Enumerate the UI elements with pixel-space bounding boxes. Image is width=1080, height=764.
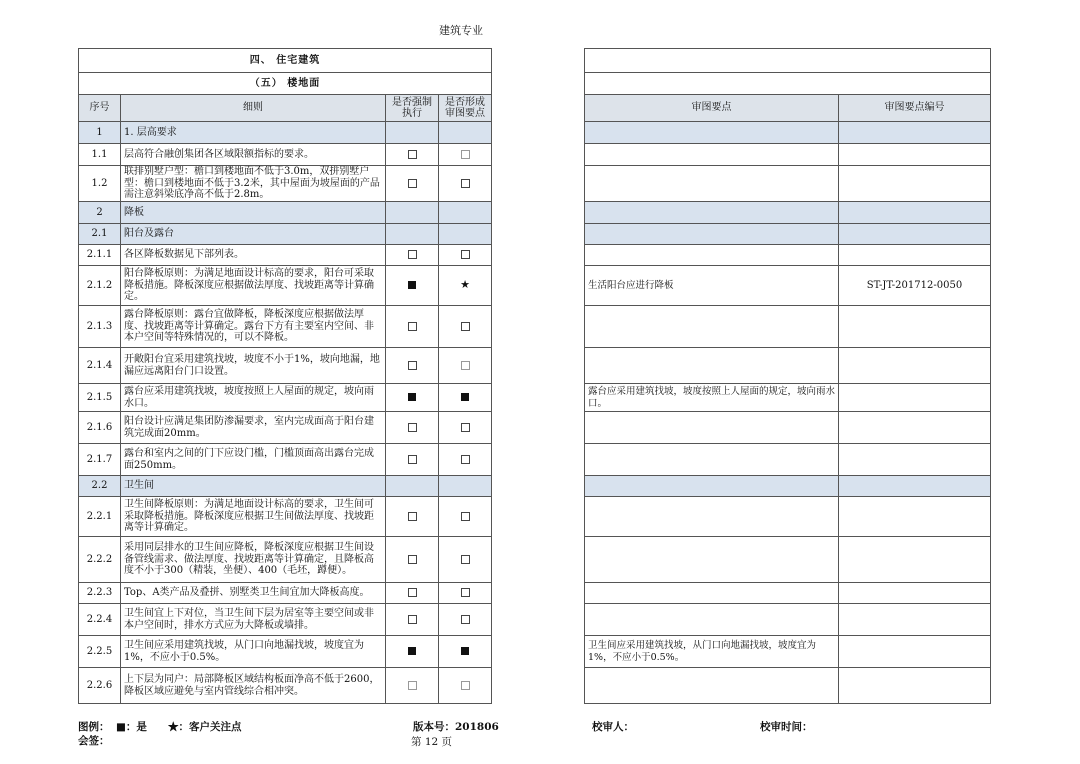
col-header-mandatory: 是否强制执行 — [386, 95, 439, 122]
checkbox-empty-icon — [461, 555, 470, 564]
table-row — [585, 444, 991, 476]
table-row — [79, 497, 492, 537]
checkbox-empty-icon — [408, 512, 417, 521]
col-header-detail: 细则 — [121, 95, 386, 122]
row-index: 2 — [79, 202, 121, 224]
row-mandatory — [386, 306, 439, 348]
checkbox-empty-icon — [461, 322, 470, 331]
table-row — [79, 412, 492, 444]
review-point-cell — [585, 306, 839, 348]
table-row — [79, 476, 492, 497]
checkbox-empty-icon — [461, 361, 470, 370]
table-row — [585, 266, 991, 306]
row-mandatory — [386, 497, 439, 537]
review-code-cell — [839, 604, 991, 636]
table-row — [585, 537, 991, 583]
row-index: 2.2.3 — [79, 583, 121, 604]
row-detail: 露台应采用建筑找坡，坡度按照上人屋面的规定，坡向雨水口。 — [121, 384, 386, 412]
legend-star: ★：客户关注点 — [168, 721, 242, 733]
row-mandatory — [386, 412, 439, 444]
table-row — [585, 497, 991, 537]
table-row — [79, 306, 492, 348]
row-detail: 阳台设计应满足集团防渗漏要求，室内完成面高于阳台建筑完成面20mm。 — [121, 412, 386, 444]
review-code-cell — [839, 348, 991, 384]
page-header: 建筑专业 — [439, 24, 483, 37]
row-index: 2.2.2 — [79, 537, 121, 583]
right-blank-row — [585, 73, 991, 95]
row-review-point — [439, 144, 492, 166]
checkbox-empty-icon — [461, 423, 470, 432]
table-row — [79, 266, 492, 306]
checkbox-empty-icon — [461, 681, 470, 690]
row-mandatory — [386, 476, 439, 497]
row-index: 2.1.4 — [79, 348, 121, 384]
review-code-cell: ST-JT-201712-0050 — [839, 266, 991, 306]
checkbox-empty-icon — [461, 150, 470, 159]
checkbox-empty-icon — [408, 150, 417, 159]
row-index: 2.2.6 — [79, 668, 121, 704]
review-code-cell — [839, 636, 991, 668]
review-code-cell — [839, 144, 991, 166]
row-review-point — [439, 202, 492, 224]
table-row — [79, 144, 492, 166]
row-detail: 各区降板数据见下部列表。 — [121, 245, 386, 266]
row-mandatory — [386, 444, 439, 476]
row-index: 2.2.4 — [79, 604, 121, 636]
row-mandatory — [386, 636, 439, 668]
row-detail: 卫生间宜上下对位，当卫生间下层为居室等主要空间或非本户空间时，排水方式应为大降板或墙排。 — [121, 604, 386, 636]
row-detail: 1. 层高要求 — [121, 122, 386, 144]
table-row — [585, 384, 991, 412]
table-row — [79, 348, 492, 384]
table-row — [585, 224, 991, 245]
row-mandatory — [386, 583, 439, 604]
table-row — [585, 583, 991, 604]
table-row — [79, 583, 492, 604]
review-code-cell — [839, 122, 991, 144]
row-index: 1.2 — [79, 166, 121, 202]
right-review-table — [584, 48, 991, 704]
row-detail: 露台和室内之间的门下应设门槛，门槛顶面高出露台完成面250mm。 — [121, 444, 386, 476]
row-mandatory — [386, 224, 439, 245]
filled-square-icon — [461, 647, 469, 655]
review-code-cell — [839, 476, 991, 497]
col-header-point: 审图要点 — [585, 95, 839, 122]
legend-fill: ■：是 — [116, 721, 147, 733]
row-review-point — [439, 122, 492, 144]
review-code-cell — [839, 412, 991, 444]
review-point-cell — [585, 497, 839, 537]
row-detail: 阳台降板原则：为满足地面设计标高的要求，阳台可采取降板措施。降板深度应根据做法厚度、找坡距离等计算确定。 — [121, 266, 386, 306]
table-row — [79, 122, 492, 144]
checkbox-empty-icon — [461, 179, 470, 188]
review-code-cell — [839, 583, 991, 604]
review-point-cell — [585, 348, 839, 384]
checkbox-empty-icon — [461, 615, 470, 624]
row-mandatory — [386, 266, 439, 306]
row-review-point — [439, 537, 492, 583]
checkbox-empty-icon — [461, 512, 470, 521]
row-review-point — [439, 348, 492, 384]
row-detail: 联排别墅户型：檐口到楼地面不低于3.0m，双拼别墅户型：檐口到楼地面不低于3.2米，其中屋面为坡屋面的产品需注意斜梁底净高不低于2.8m。 — [121, 166, 386, 202]
row-index: 2.2.1 — [79, 497, 121, 537]
review-point-cell — [585, 476, 839, 497]
table-row — [585, 166, 991, 202]
table-row — [79, 166, 492, 202]
review-point-cell — [585, 444, 839, 476]
row-mandatory — [386, 202, 439, 224]
row-detail: 卫生间降板原则：为满足地面设计标高的要求，卫生间可采取降板措施。降板深度应根据卫生间做法厚度、找坡距离等计算确定。 — [121, 497, 386, 537]
checkbox-empty-icon — [408, 588, 417, 597]
sign-label: 会签： — [78, 735, 110, 747]
review-point-cell — [585, 668, 839, 704]
row-review-point — [439, 266, 492, 306]
checkbox-empty-icon — [408, 455, 417, 464]
version-number: 版本号：201806 — [413, 721, 499, 733]
table-row — [585, 245, 991, 266]
row-review-point — [439, 224, 492, 245]
table-row — [585, 636, 991, 668]
right-blank-row — [585, 49, 991, 73]
checkbox-empty-icon — [408, 555, 417, 564]
table-row — [585, 144, 991, 166]
row-review-point — [439, 497, 492, 537]
row-detail: 卫生间应采用建筑找坡，从门口向地漏找坡，坡度宜为1%，不应小于0.5%。 — [121, 636, 386, 668]
row-review-point — [439, 444, 492, 476]
checkbox-empty-icon — [408, 179, 417, 188]
review-code-cell — [839, 444, 991, 476]
row-index: 2.2 — [79, 476, 121, 497]
review-point-cell — [585, 412, 839, 444]
row-index: 1.1 — [79, 144, 121, 166]
table-row — [79, 245, 492, 266]
review-code-cell — [839, 537, 991, 583]
review-code-cell — [839, 166, 991, 202]
left-review-table — [78, 48, 492, 704]
filled-square-icon — [461, 393, 469, 401]
review-code-cell — [839, 668, 991, 704]
table-row — [585, 668, 991, 704]
table-row — [585, 604, 991, 636]
col-header-index: 序号 — [79, 95, 121, 122]
row-index: 2.1.3 — [79, 306, 121, 348]
row-index: 2.1.5 — [79, 384, 121, 412]
row-index: 2.1.1 — [79, 245, 121, 266]
table-row — [79, 444, 492, 476]
review-code-cell — [839, 224, 991, 245]
row-mandatory — [386, 348, 439, 384]
table-row — [585, 306, 991, 348]
row-mandatory — [386, 245, 439, 266]
col-header-review-point: 是否形成审图要点 — [439, 95, 492, 122]
row-detail: 卫生间 — [121, 476, 386, 497]
review-code-cell — [839, 245, 991, 266]
review-code-cell — [839, 306, 991, 348]
checkbox-empty-icon — [461, 250, 470, 259]
row-mandatory — [386, 537, 439, 583]
review-point-cell — [585, 202, 839, 224]
table-row — [79, 224, 492, 245]
filled-square-icon — [408, 647, 416, 655]
table-row — [585, 476, 991, 497]
star-icon: ★ — [460, 278, 470, 292]
row-review-point — [439, 384, 492, 412]
filled-square-icon — [408, 393, 416, 401]
table-row — [585, 122, 991, 144]
checkbox-empty-icon — [461, 588, 470, 597]
review-code-cell — [839, 497, 991, 537]
review-point-cell — [585, 166, 839, 202]
legend-label: 图例： — [78, 721, 110, 733]
row-index: 2.1.6 — [79, 412, 121, 444]
checkbox-empty-icon — [461, 455, 470, 464]
table-row — [79, 537, 492, 583]
row-detail: 采用同层排水的卫生间应降板，降板深度应根据卫生间设备管线需求、做法厚度、找坡距离等计算确定，且降板高度不小于300（精装，坐便）、400（毛坯，蹲便）。 — [121, 537, 386, 583]
row-review-point — [439, 668, 492, 704]
review-code-cell — [839, 384, 991, 412]
row-index: 2.1 — [79, 224, 121, 245]
table-row — [585, 202, 991, 224]
row-review-point — [439, 245, 492, 266]
row-detail: 阳台及露台 — [121, 224, 386, 245]
section-title: 四、 住宅建筑 — [79, 49, 492, 73]
row-detail: 降板 — [121, 202, 386, 224]
table-row — [79, 636, 492, 668]
row-review-point — [439, 166, 492, 202]
row-index: 2.2.5 — [79, 636, 121, 668]
row-mandatory — [386, 166, 439, 202]
row-mandatory — [386, 604, 439, 636]
row-review-point — [439, 636, 492, 668]
row-index: 2.1.7 — [79, 444, 121, 476]
row-review-point — [439, 476, 492, 497]
table-row — [79, 668, 492, 704]
review-point-cell — [585, 604, 839, 636]
filled-square-icon — [408, 281, 416, 289]
review-code-cell — [839, 202, 991, 224]
review-point-cell — [585, 245, 839, 266]
review-point-cell: 生活阳台应进行降板 — [585, 266, 839, 306]
row-detail: 开敞阳台宜采用建筑找坡，坡度不小于1%，坡向地漏，地漏应远离阳台门口设置。 — [121, 348, 386, 384]
row-review-point — [439, 306, 492, 348]
subsection-title: （五） 楼地面 — [79, 73, 492, 95]
checkbox-empty-icon — [408, 322, 417, 331]
row-review-point — [439, 583, 492, 604]
row-review-point — [439, 412, 492, 444]
table-row — [79, 202, 492, 224]
table-row — [79, 384, 492, 412]
row-detail: 层高符合融创集团各区域限额指标的要求。 — [121, 144, 386, 166]
row-detail: 上下层为同户：局部降板区域结构板面净高不低于2600，降板区域应避免与室内管线综合相冲突。 — [121, 668, 386, 704]
review-point-cell — [585, 537, 839, 583]
checkbox-empty-icon — [408, 250, 417, 259]
review-point-cell — [585, 144, 839, 166]
reviewer-label: 校审人： — [592, 721, 634, 733]
review-point-cell: 卫生间应采用建筑找坡，从门口向地漏找坡，坡度宜为1%，不应小于0.5%。 — [585, 636, 839, 668]
row-detail: Top、A类产品及叠拼、别墅类卫生间宜加大降板高度。 — [121, 583, 386, 604]
row-index: 1 — [79, 122, 121, 144]
row-mandatory — [386, 384, 439, 412]
checkbox-empty-icon — [408, 681, 417, 690]
page-number: 第 12 页 — [411, 736, 453, 748]
table-row — [585, 412, 991, 444]
checkbox-empty-icon — [408, 361, 417, 370]
col-header-code: 审图要点编号 — [839, 95, 991, 122]
table-row — [79, 604, 492, 636]
review-point-cell — [585, 224, 839, 245]
row-mandatory — [386, 122, 439, 144]
row-mandatory — [386, 144, 439, 166]
review-point-cell: 露台应采用建筑找坡，坡度按照上人屋面的规定，坡向雨水口。 — [585, 384, 839, 412]
row-review-point — [439, 604, 492, 636]
review-point-cell — [585, 583, 839, 604]
row-detail: 露台降板原则：露台宜做降板，降板深度应根据做法厚度、找坡距离等计算确定。露台下方有主要室内空间、非本户空间等特殊情况的，可以不降板。 — [121, 306, 386, 348]
checkbox-empty-icon — [408, 423, 417, 432]
checkbox-empty-icon — [408, 615, 417, 624]
row-mandatory — [386, 668, 439, 704]
row-index: 2.1.2 — [79, 266, 121, 306]
review-time-label: 校审时间： — [760, 721, 813, 733]
review-point-cell — [585, 122, 839, 144]
table-row — [585, 348, 991, 384]
